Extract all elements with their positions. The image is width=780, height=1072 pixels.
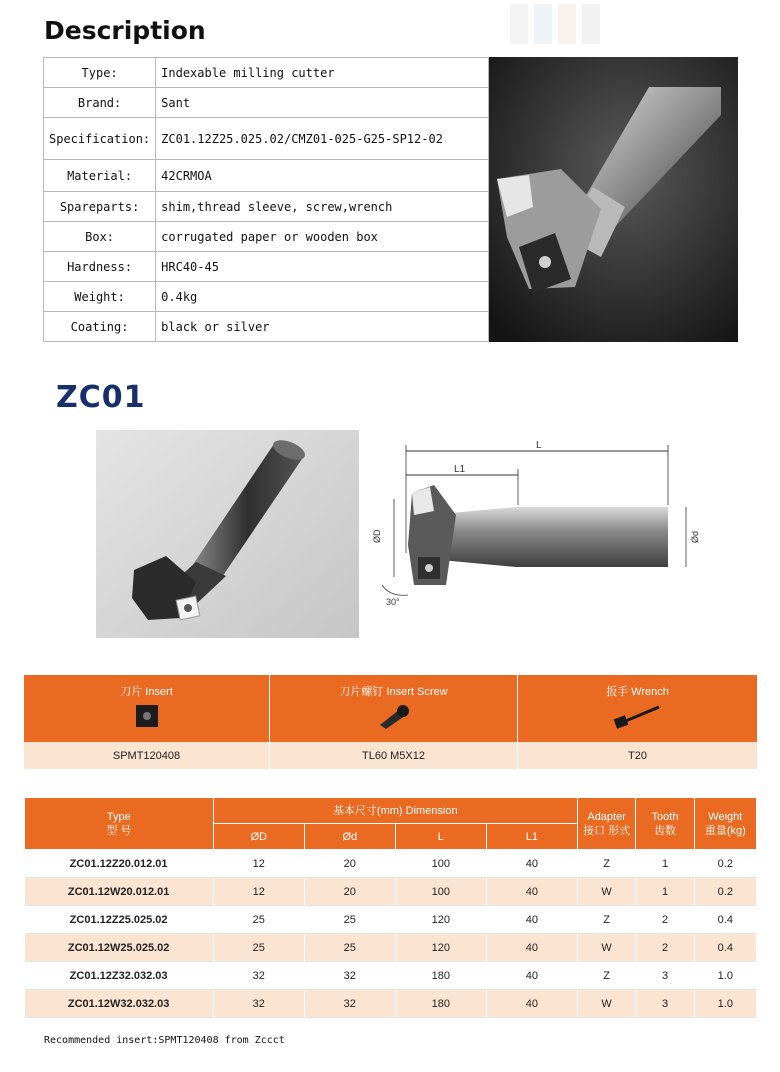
- table-row: [25, 878, 757, 906]
- spec-row-coating: [44, 312, 489, 342]
- weight-cell: 1.0: [694, 990, 756, 1018]
- L-cell: 180: [395, 962, 486, 990]
- table-row: [25, 906, 757, 934]
- L1-cell: 40: [486, 878, 577, 906]
- insert-value: SPMT120408: [24, 742, 270, 769]
- spec-value: 42CRMOA: [156, 160, 489, 192]
- spec-value: 0.4kg: [156, 282, 489, 312]
- tooth-cell: 3: [636, 990, 694, 1018]
- technical-drawing: [368, 435, 708, 610]
- tooth-header-cn: 齿数: [654, 824, 676, 837]
- table-row: [25, 990, 757, 1018]
- weight-header-cn: 重量(kg): [704, 824, 746, 837]
- adapter-header-en: Adapter: [587, 810, 626, 823]
- L1-cell: 40: [486, 934, 577, 962]
- spec-table: [43, 57, 489, 342]
- d-cell: 20: [304, 850, 395, 878]
- type-cell: ZC01.12Z20.012.01: [25, 850, 214, 878]
- spec-value: Indexable milling cutter: [156, 58, 489, 88]
- model-title: ZC01: [56, 380, 146, 415]
- dim-angle-label: 30°: [386, 597, 400, 607]
- L1-header: L1: [486, 824, 577, 850]
- wrench-icon: [613, 703, 663, 729]
- tooth-cell: 1: [636, 850, 694, 878]
- dimension-group-header: 基本尺寸(mm) Dimension: [213, 798, 577, 824]
- spec-key: Hardness:: [44, 252, 156, 282]
- spec-row-material: [44, 160, 489, 192]
- wrench-header: [518, 675, 758, 742]
- tooth-cell: 1: [636, 878, 694, 906]
- spec-row-specification: [44, 118, 489, 160]
- spec-value: HRC40-45: [156, 252, 489, 282]
- weight-cell: 0.4: [694, 906, 756, 934]
- tooth-header: [636, 798, 694, 850]
- L-cell: 100: [395, 850, 486, 878]
- insert-icon: [134, 703, 160, 729]
- D-cell: 32: [213, 990, 304, 1018]
- weight-cell: 0.4: [694, 934, 756, 962]
- adapter-cell: W: [577, 934, 636, 962]
- D-cell: 32: [213, 962, 304, 990]
- type-cell: ZC01.12Z25.025.02: [25, 906, 214, 934]
- adapter-cell: W: [577, 990, 636, 1018]
- L-header: L: [395, 824, 486, 850]
- tooth-cell: 3: [636, 962, 694, 990]
- spec-key: Material:: [44, 160, 156, 192]
- insert-header-label: 刀片 Insert: [120, 686, 173, 698]
- spec-value: ZC01.12Z25.025.02/CMZ01-025-G25-SP12-02: [156, 118, 489, 160]
- spec-key: Coating:: [44, 312, 156, 342]
- screw-icon: [376, 703, 412, 729]
- d-cell: 32: [304, 990, 395, 1018]
- L1-cell: 40: [486, 990, 577, 1018]
- adapter-cell: W: [577, 878, 636, 906]
- dim-d-label: Ød: [690, 530, 700, 543]
- type-header: [25, 798, 214, 850]
- d-cell: 32: [304, 962, 395, 990]
- type-cell: ZC01.12W25.025.02: [25, 934, 214, 962]
- accessory-table: [24, 675, 757, 769]
- table-row: [25, 962, 757, 990]
- type-cell: ZC01.12W20.012.01: [25, 878, 214, 906]
- watermark-logo: [500, 0, 610, 48]
- dimension-table: [24, 797, 757, 1018]
- tooth-header-en: Tooth: [651, 810, 679, 823]
- spec-key: Type:: [44, 58, 156, 88]
- spec-row-weight: [44, 282, 489, 312]
- adapter-cell: Z: [577, 850, 636, 878]
- type-header-en: Type: [106, 810, 131, 823]
- wrench-header-label: 扳手 Wrench: [606, 686, 669, 698]
- spec-key: Brand:: [44, 88, 156, 118]
- spec-value: Sant: [156, 88, 489, 118]
- dim-L-label: L: [536, 440, 542, 451]
- L1-cell: 40: [486, 850, 577, 878]
- d-header: Ød: [304, 824, 395, 850]
- adapter-cell: Z: [577, 962, 636, 990]
- weight-header-en: Weight: [708, 810, 743, 823]
- tooth-cell: 2: [636, 906, 694, 934]
- dim-L1-label: L1: [454, 464, 466, 475]
- dim-D-label: ØD: [372, 529, 382, 543]
- L1-cell: 40: [486, 906, 577, 934]
- spec-row-box: [44, 222, 489, 252]
- spec-key: Box:: [44, 222, 156, 252]
- weight-cell: 0.2: [694, 878, 756, 906]
- spec-row-hardness: [44, 252, 489, 282]
- spec-row-brand: [44, 88, 489, 118]
- adapter-header: [577, 798, 636, 850]
- spec-key: Spareparts:: [44, 192, 156, 222]
- spec-row-spareparts: [44, 192, 489, 222]
- wrench-value: T20: [518, 742, 758, 769]
- d-cell: 25: [304, 906, 395, 934]
- d-cell: 25: [304, 934, 395, 962]
- product-photo: [489, 57, 738, 342]
- D-cell: 25: [213, 934, 304, 962]
- L-cell: 100: [395, 878, 486, 906]
- spec-row-type: [44, 58, 489, 88]
- tooth-cell: 2: [636, 934, 694, 962]
- D-cell: 12: [213, 878, 304, 906]
- weight-header: [694, 798, 756, 850]
- weight-cell: 1.0: [694, 962, 756, 990]
- type-header-cn: 型 号: [106, 824, 132, 837]
- dimension-header-row: [25, 798, 757, 824]
- accessory-header-row: [24, 675, 757, 742]
- D-cell: 25: [213, 906, 304, 934]
- insert-screw-header: [270, 675, 518, 742]
- spec-value: shim,thread sleeve, screw,wrench: [156, 192, 489, 222]
- accessory-value-row: [24, 742, 757, 769]
- spec-value: corrugated paper or wooden box: [156, 222, 489, 252]
- D-header: ØD: [213, 824, 304, 850]
- spec-key: Weight:: [44, 282, 156, 312]
- L-cell: 120: [395, 934, 486, 962]
- spec-key: Specification:: [44, 118, 156, 160]
- footnote: Recommended insert:SPMT120408 from Zccct: [44, 1035, 285, 1046]
- spec-value: black or silver: [156, 312, 489, 342]
- cutter-3d-render: [96, 430, 359, 638]
- weight-cell: 0.2: [694, 850, 756, 878]
- adapter-cell: Z: [577, 906, 636, 934]
- insert-header: [24, 675, 270, 742]
- D-cell: 12: [213, 850, 304, 878]
- insert-screw-value: TL60 M5X12: [270, 742, 518, 769]
- type-cell: ZC01.12Z32.032.03: [25, 962, 214, 990]
- adapter-header-cn: 接口 形式: [583, 824, 631, 837]
- description-title: Description: [44, 16, 206, 45]
- L-cell: 120: [395, 906, 486, 934]
- L1-cell: 40: [486, 962, 577, 990]
- table-row: [25, 850, 757, 878]
- table-row: [25, 934, 757, 962]
- type-cell: ZC01.12W32.032.03: [25, 990, 214, 1018]
- insert-screw-header-label: 刀片螺钉 Insert Screw: [339, 686, 448, 698]
- L-cell: 180: [395, 990, 486, 1018]
- d-cell: 20: [304, 878, 395, 906]
